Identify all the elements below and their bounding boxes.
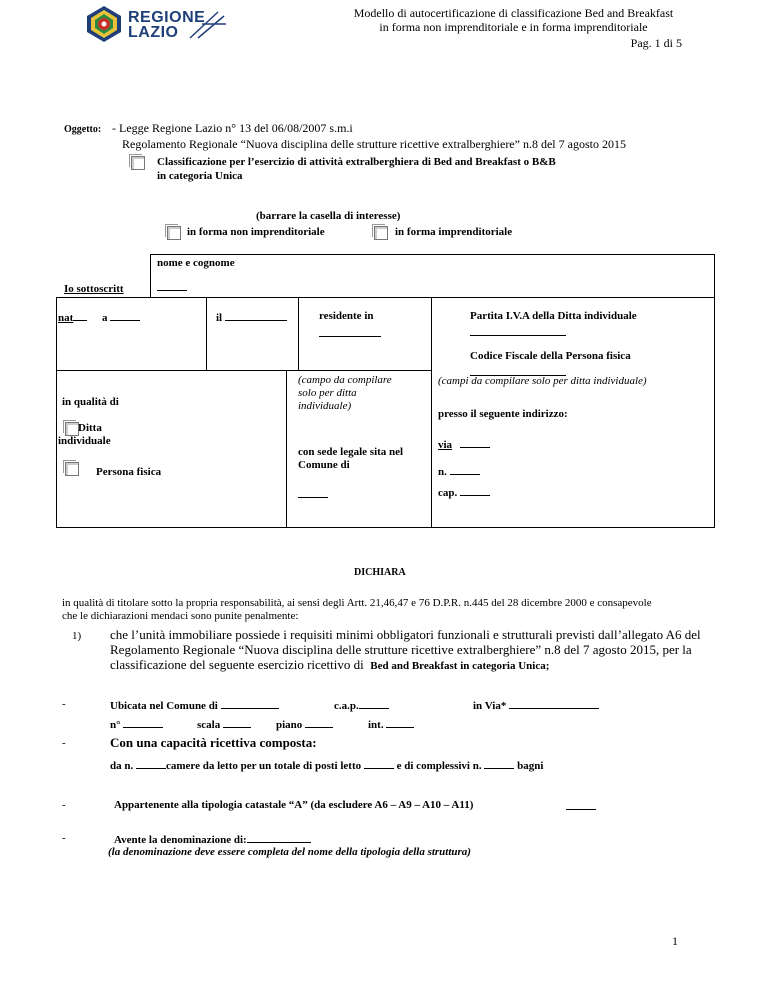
cap-label [334,698,389,712]
ubicata-text: Ubicata nel Comune di [110,700,218,712]
dichiara-title: DICHIARA [354,567,406,578]
via-label [438,437,490,451]
denominazione-input[interactable] [247,832,311,843]
tipologia-label: Appartenente alla tipologia catastale “A” (da escludere A6 – A9 – A10 – A11) [114,799,474,811]
camere-text: camere da letto per un totale di posti letto [166,760,362,772]
forma-imprenditoriale-label: in forma imprenditoriale [395,226,513,238]
barrare-title: (barrare la casella di interesse) [256,210,401,222]
capacita-details [110,758,543,772]
comune-sede-input[interactable] [298,487,328,498]
campo-ditta-note-2: solo per ditta [298,387,357,399]
capacita-label: Con una capacità ricettiva composta: [110,735,317,750]
cap-input[interactable] [359,698,389,709]
ditta-label-2: individuale [58,435,111,447]
il-text: il [216,312,223,324]
via-input[interactable] [460,437,490,448]
oggetto-line2: Regolamento Regionale “Nuova disciplina delle strutture ricettive extralberghiere” n.8 del 7 agosto 2015 [122,137,626,151]
persona-fisica-label: Persona fisica [96,466,162,478]
complessivi-text: e di complessivi n. [396,760,482,772]
nat-text: nat [58,312,74,324]
partita-iva-input[interactable] [470,325,566,336]
numero-label [110,717,163,731]
footer-page-number: 1 [672,934,678,948]
dichiara-intro-2: che le dichiarazioni mendaci sono punite penalmente: [62,610,299,622]
page-indicator: Pag. 1 di 5 [630,36,682,50]
sottoscritto-label: Io sottoscritt [64,283,124,295]
luogo-nascita-label [102,310,140,324]
requisiti-line2: Regolamento Regionale “Nuova disciplina delle strutture ricettive extralberghiere” n.8 del 7 agosto 2015, per la [110,642,692,657]
int-label [368,717,414,731]
oggetto-label: Oggetto: [64,124,102,135]
via-detail-label [473,698,599,712]
dash-4: - [62,832,66,844]
document-header [345,6,682,34]
sede-label-2: Comune di [298,459,350,471]
forma-imprenditoriale-checkbox[interactable] [374,226,388,240]
scala-input[interactable] [223,717,251,728]
ditta-label-1: Ditta [78,422,102,434]
sede-label-1: con sede legale sita nel [298,446,404,458]
nat-input[interactable] [73,310,87,321]
dash-1: - [62,698,66,710]
classificazione-checkbox[interactable] [131,156,145,170]
campo-ditta-note-1: (campo da compilare [298,374,392,386]
cap-text: cap. [438,487,458,499]
oggetto-line1: - Legge Regione Lazio n° 13 del 06/08/2007 s.m.i [112,121,353,135]
via-text: via [438,439,453,451]
int-text: int. [368,719,384,731]
scala-text: scala [197,719,221,731]
logo-text-regione: REGIONE [128,9,206,26]
residente-input[interactable] [319,326,381,337]
scala-label [197,717,251,731]
luogo-nascita-input[interactable] [110,310,140,321]
dash-2: - [62,737,66,749]
cap-sede-label [438,485,490,499]
logo-text-lazio: LAZIO [128,24,179,41]
numero-input[interactable] [123,717,163,728]
da-n-text: da n. [110,760,134,772]
dash-3: - [62,799,66,811]
requisiti-line3-bold: Bed and Breakfast in categoria Unica; [370,660,550,672]
dichiara-intro [62,597,702,623]
forma-non-imprenditoriale-checkbox[interactable] [167,226,181,240]
piano-text: piano [276,719,303,731]
data-nascita-input[interactable] [225,310,287,321]
requisiti-paragraph [110,627,710,674]
num-text: n° [110,719,121,731]
posti-letto-input[interactable] [364,758,394,769]
nome-cognome-input[interactable] [157,280,187,291]
classificazione-text [157,155,556,183]
sede-legale-label [298,446,403,472]
via-detail-input[interactable] [509,698,599,709]
denominazione-text: Avente la denominazione di: [114,834,247,846]
in-qualita-label: in qualità di [62,396,119,408]
campi-ditta-note: (campi da compilare solo per ditta individuale) [438,375,647,387]
header-title-line2: in forma non imprenditoriale e in forma imprenditoriale [379,20,648,34]
comune-input[interactable] [221,698,279,709]
cap-sede-input[interactable] [460,485,490,496]
codice-fiscale-label: Codice Fiscale della Persona fisica [470,350,631,362]
logo [84,4,224,44]
requisiti-line3 [110,657,710,674]
via-detail-text: in Via* [473,700,507,712]
denominazione-label [114,832,311,846]
a-text: a [102,312,108,324]
forma-non-imprenditoriale-label: in forma non imprenditoriale [187,226,325,238]
persona-fisica-checkbox[interactable] [65,462,79,476]
classificazione-line2: in categoria Unica [157,170,243,182]
numero-civico-input[interactable] [450,464,480,475]
ubicata-label [110,698,279,712]
piano-input[interactable] [305,717,333,728]
tipologia-input[interactable] [566,799,596,810]
data-nascita-label [216,310,287,324]
campo-ditta-note-3: individuale) [298,400,352,412]
denominazione-note: (la denominazione deve essere completa del nome della tipologia della struttura) [108,846,471,858]
cap-detail-text: c.a.p. [334,700,359,712]
logo-swoosh-icon [188,8,228,40]
bagni-input[interactable] [484,758,514,769]
nome-cognome-label: nome e cognome [157,257,235,269]
bagni-text: bagni [517,760,544,772]
nat-label [58,310,87,324]
camere-input[interactable] [136,758,166,769]
piano-label [276,717,333,731]
requisiti-line3-text: classificazione del seguente esercizio ricettivo di [110,657,364,672]
presso-label: presso il seguente indirizzo: [438,408,568,420]
residente-label: residente in [319,310,374,322]
numero-civico-label [438,464,480,478]
requisiti-line1: che l’unità immobiliare possiede i requisiti minimi obbligatori funzionali e strutturali previsti dall’allegato A6 del [110,627,701,642]
item-number: 1) [72,630,82,642]
n-text: n. [438,466,447,478]
int-input[interactable] [386,717,414,728]
campo-ditta-note [298,374,392,413]
ditta-individuale-label [58,422,111,448]
classificazione-line1: Classificazione per l’esercizio di attività extralberghiera di Bed and Breakfast o B&B [157,156,556,168]
partita-iva-label: Partita I.V.A della Ditta individuale [470,310,637,322]
dichiara-intro-1: in qualità di titolare sotto la propria responsabilità, ai sensi degli Artt. 21,46,47 e 76 D.P.R. n.445 del 28 dicembre 2000 e consapevole [62,597,652,609]
regione-lazio-emblem-icon [84,4,124,44]
header-title-line1: Modello di autocertificazione di classificazione Bed and Breakfast [353,6,674,20]
